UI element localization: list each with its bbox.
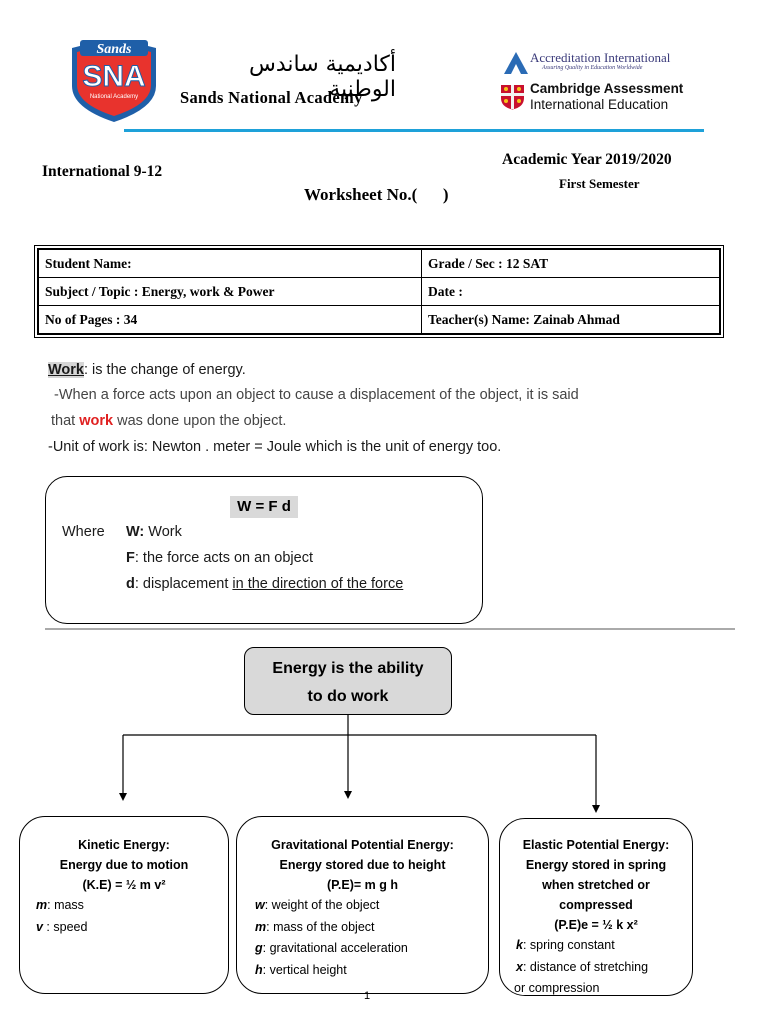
worksheet-number: Worksheet No.( ) <box>304 185 449 204</box>
energy-root-line2: to do work <box>307 688 389 705</box>
page-number: 1 <box>364 990 371 1002</box>
date-cell[interactable]: Date : <box>422 278 720 306</box>
definition-w <box>126 524 182 540</box>
kinetic-subtitle: Energy due to motion <box>59 858 189 872</box>
elastic-var-x: x: distance of stretching <box>516 959 649 974</box>
gravitational-var-w: w: weight of the object <box>255 898 380 912</box>
elastic-var-k: k: spring constant <box>516 938 615 952</box>
header-divider <box>124 129 704 132</box>
arrow-down-icon <box>344 791 352 799</box>
gravitational-subtitle: Energy stored due to height <box>279 858 446 872</box>
table-row <box>39 250 720 278</box>
energy-connector-lines <box>0 715 768 815</box>
text-f: : the force acts on an object <box>134 550 313 566</box>
definition-f <box>126 550 313 566</box>
table-row <box>39 306 720 334</box>
academic-year: Academic Year 2019/2020 <box>502 151 672 168</box>
kinetic-var-v: v : speed <box>36 919 88 934</box>
gravitational-var-g: g: gravitational acceleration <box>255 941 408 955</box>
definition-d <box>126 576 403 592</box>
accreditation-name: Accreditation International <box>530 50 671 65</box>
text-d: : displacement <box>134 576 233 592</box>
symbol-w: W: <box>126 524 145 540</box>
work-term: Work <box>48 362 84 378</box>
work-explanation-line: -When a force acts upon an object to cause a displacement of the object, it is said <box>54 387 579 403</box>
arrow-down-icon <box>592 805 600 813</box>
elastic-title: Elastic Potential Energy: <box>522 838 670 852</box>
school-name: Sands National Academy <box>180 88 363 107</box>
symbol-d: d <box>126 576 135 592</box>
arabic-school-name: أكاديمية ساندس الوطنية <box>248 52 396 102</box>
student-info-table <box>34 245 724 338</box>
table-row <box>39 278 720 306</box>
line3-pre: that <box>51 413 80 429</box>
kinetic-energy-card <box>19 816 229 994</box>
where-label: Where <box>62 524 105 540</box>
program-label: International 9-12 <box>42 163 163 180</box>
pages-cell: No of Pages : 34 <box>39 306 422 334</box>
text-d-underlined: in the direction of the force <box>232 576 404 592</box>
elastic-subtitle-1: Energy stored in spring <box>525 858 667 872</box>
subject-cell: Subject / Topic : Energy, work & Power <box>39 278 422 306</box>
logo-bottom-text: National Academy <box>89 94 139 100</box>
kinetic-formula: (K.E) = ½ m v² <box>82 878 166 892</box>
student-name-cell[interactable]: Student Name: <box>39 250 422 278</box>
gravitational-title: Gravitational Potential Energy: <box>271 838 454 852</box>
work-explanation-line-2 <box>51 413 286 429</box>
kinetic-var-m: m: mass <box>36 898 84 912</box>
kinetic-title: Kinetic Energy: <box>78 838 170 852</box>
energy-root-line1: Energy is the ability <box>272 660 424 677</box>
accreditation-tagline: Assuring Quality in Education Worldwide <box>542 65 643 71</box>
work-emphasis: work <box>79 413 114 429</box>
work-formula: W = F d <box>230 496 298 518</box>
section-divider <box>45 628 735 630</box>
grade-cell: Grade / Sec : 12 SAT <box>422 250 720 278</box>
gravitational-var-m: m: mass of the object <box>255 919 375 934</box>
gravitational-var-h: h: vertical height <box>255 962 347 977</box>
gravitational-energy-card <box>236 816 489 994</box>
cambridge-subtitle: International Education <box>530 97 669 112</box>
elastic-tail: or compression <box>514 981 600 995</box>
work-definition <box>48 362 246 378</box>
cambridge-shield-icon <box>500 84 525 110</box>
energy-root-box <box>244 647 452 715</box>
logo-main-text: SNA <box>82 60 146 93</box>
elastic-subtitle-3: compressed <box>559 898 633 912</box>
gravitational-formula: (P.E)= m g h <box>327 878 398 892</box>
teacher-cell: Teacher(s) Name: Zainab Ahmad <box>422 306 720 334</box>
elastic-subtitle-2: when stretched or <box>542 878 650 892</box>
semester-label: First Semester <box>559 176 640 191</box>
arrow-down-icon <box>119 793 127 801</box>
symbol-f: F <box>126 550 135 566</box>
elastic-formula: (P.E)e = ½ k x² <box>554 918 638 932</box>
work-unit-line: -Unit of work is: Newton . meter = Joule which is the unit of energy too. <box>48 439 502 455</box>
work-definition-text: : is the change of energy. <box>84 362 246 378</box>
sna-logo <box>68 38 160 122</box>
logo-top-text: Sands <box>96 42 132 57</box>
cambridge-name: Cambridge Assessment <box>530 81 684 96</box>
text-w: Work <box>144 524 182 540</box>
elastic-energy-card <box>499 818 693 996</box>
line3-post: was done upon the object. <box>113 413 287 429</box>
accreditation-logo-icon <box>502 48 530 76</box>
